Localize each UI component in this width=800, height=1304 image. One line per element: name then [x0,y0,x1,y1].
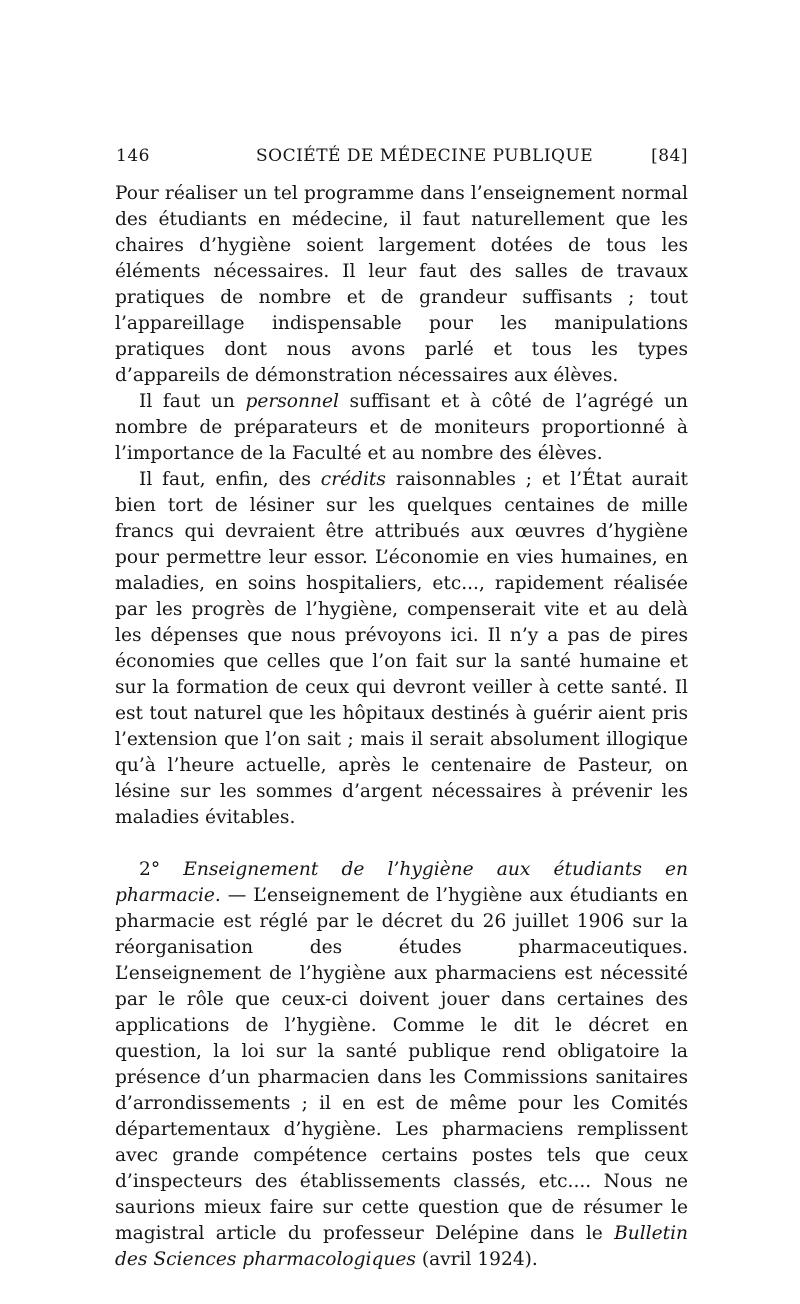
text-run: Il faut, enfin, des [139,469,321,490]
paragraph-credits [115,467,688,831]
paragraph-personnel [115,389,688,467]
text-run: raisonnables ; et l’État aurait bien tort de lésiner sur les quelques centaines de mille francs qui devraient être attribués aux œuvres d’hygiène pour permettre leur essor. L’économie en vies humaines, en maladies, en soins hospitaliers, etc..., rapidement réalisée par les progrès de l’hygiène, compenserait vite et au delà les dépenses que nous prévoyons ici. Il n’y a pas de pires économies que celles que l’on fait sur la santé humaine et sur la formation de ceux qui devront veiller à cette santé. Il est tout naturel que les hôpitaux destinés à guérir aient pris l’extension que l’on sait ; mais il serait absolument illogique qu’à l’heure actuelle, après le centenaire de Pasteur, on lésine sur les sommes d’argent nécessaires à prévenir les maladies évitables. [115,469,688,828]
page-header [116,146,688,172]
paragraph-programme: Pour réaliser un tel programme dans l’enseignement normal des étudiants en médecine, il faut naturellement que les chaires d’hygiène soient largement dotées de tous les éléments nécessaires. Il leur faut des salles de travaux pratiques de nombre et de grandeur suffisants ; tout l’appareillage indispensable pour les manipulations pratiques dont nous avons parlé et tous les types d’appareils de démonstration nécessaires aux élèves. [115,183,688,386]
section-number: 2° [139,859,161,880]
text-run: Il faut un [139,391,246,412]
section-heading: Enseignement de l’hygiène aux étudiants en pharmacie. [115,859,688,906]
page-number: 146 [116,146,150,166]
text-run: (avril 1924). [415,1249,538,1270]
running-title: SOCIÉTÉ DE MÉDECINE PUBLIQUE [256,146,594,166]
heading-dash: — [220,885,254,906]
text-run: L’enseignement de l’hygiène aux étudiants en pharmacie est réglé par le décret du 26 juillet 1906 sur la réorganisation des études pharmaceutiques. L’enseignement de l’hygiène aux pharmaciens est nécessité par le rôle que ceux-ci doivent jouer dans certaines des applications de l’hygiène. Comme le dit le décret en question, la loi sur la santé publique rend obligatoire la présence d’un pharmacien dans les Commissions sanitaires d’arrondissements ; il en est de même pour les Comités départementaux d’hygiène. Les pharmaciens remplissent avec grande compétence certains postes tels que ceux d’inspecteurs des établissements classés, etc.... Nous ne saurions mieux faire sur cette question que de résumer le magistral article du professeur Delépine dans le [115,885,688,1244]
section-reference: [84] [651,146,688,166]
text-run: suffisant et à côté de l’agrégé un nombre de préparateurs et de moniteurs proportionné à l’importance de la Faculté et au nombre des élèves. [115,391,688,464]
section-pharmacie [115,857,688,1273]
page-body [115,181,688,1273]
emphasis-credits: crédits [320,469,386,490]
emphasis-personnel: personnel [245,391,339,412]
journal-title: Bulletin des Sciences pharmacologiques [115,1223,688,1270]
